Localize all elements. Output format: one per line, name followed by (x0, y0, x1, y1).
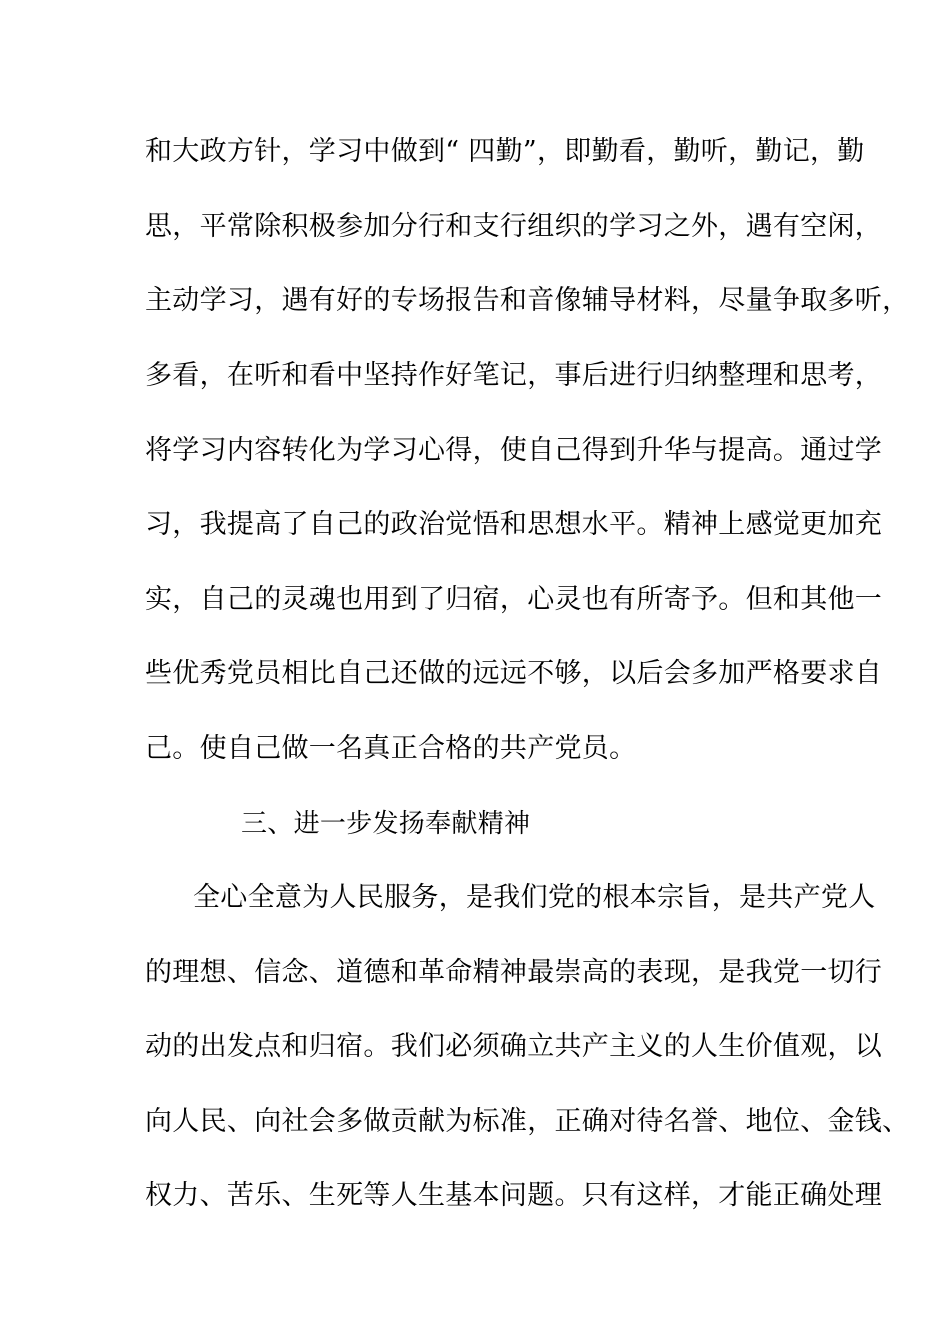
text-line: 权力、苦乐、生死等人生基本问题。只有这样，才能正确处理 (145, 1180, 883, 1211)
text-line: 和大政方针，学习中做到“ 四勤”，即勤看，勤听，勤记，勤 (145, 136, 865, 167)
text-line: 实，自己的灵魂也用到了归宿，心灵也有所寄予。但和其他一 (145, 584, 883, 615)
text-line: 将学习内容转化为学习心得，使自己得到升华与提高。通过学 (145, 435, 883, 466)
text-line: 思，平常除积极参加分行和支行组织的学习之外，遇有空闲， (145, 211, 883, 242)
section-heading: 三、进一步发扬奉献精神 (241, 809, 531, 839)
text-line: 己。使自己做一名真正合格的共产党员。 (145, 733, 637, 764)
text-line: 动的出发点和归宿。我们必须确立共产主义的人生价值观，以 (145, 1031, 883, 1062)
text-line: 习，我提高了自己的政治觉悟和思想水平。精神上感觉更加充 (145, 509, 883, 540)
text-line: 多看，在听和看中坚持作好笔记，事后进行归纳整理和思考， (145, 360, 883, 391)
text-line: 主动学习，遇有好的专场报告和音像辅导材料，尽量争取多听， (145, 285, 910, 316)
text-line: 向人民、向社会多做贡献为标准，正确对待名誉、地位、金钱、 (145, 1106, 910, 1137)
text-line: 些优秀党员相比自己还做的远远不够，以后会多加严格要求自 (145, 658, 883, 689)
text-line: 的理想、信念、道德和革命精神最崇高的表现，是我党一切行 (145, 957, 883, 988)
text-line: 全心全意为人民服务，是我们党的根本宗旨，是共产党人 (193, 882, 876, 913)
